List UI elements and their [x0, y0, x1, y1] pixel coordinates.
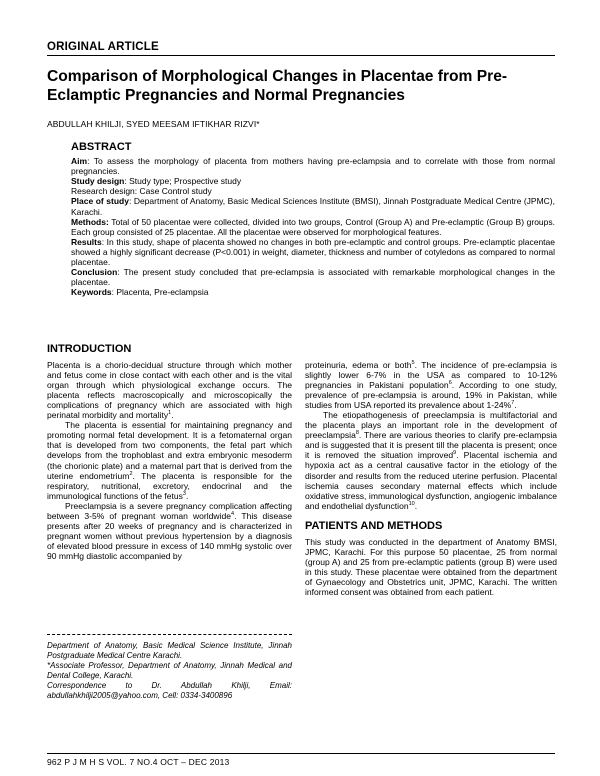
- results-text: : In this study, shape of placenta showed no changes in both pre-eclamptic and control groups. Pre-eclamptic placentae showed a highly significant decrease (P<0.001) in weight, diameter, thickness and number of cotyledons as compared to normal placentae.: [71, 236, 555, 268]
- intro-p3-text: Preeclampsia is a severe pregnancy complication affecting between 3-5% of pregnant woman worldwide: [47, 500, 292, 521]
- article-type-label: ORIGINAL ARTICLE: [47, 41, 159, 53]
- citation-ref: 8: [355, 430, 359, 437]
- introduction-heading: INTRODUCTION: [47, 343, 132, 355]
- citation-ref: 3: [182, 490, 186, 497]
- abstract-study-design: [71, 176, 555, 186]
- abstract-conclusion: [71, 267, 555, 287]
- aim-text: : To assess the morphology of placenta from mothers having pre-eclampsia and to correlate with those from normal pregnancies.: [71, 156, 555, 177]
- citation-ref: 1: [168, 410, 172, 417]
- author-list: ABDULLAH KHILJI, SYED MEESAM IFTIKHAR RIZVI*: [47, 119, 260, 129]
- abstract-aim: [71, 156, 555, 176]
- right-p1-text: proteinuria, edema or both: [305, 360, 412, 370]
- keywords-label: Keywords: [71, 287, 112, 298]
- right-p2-end: .: [414, 500, 418, 511]
- results-label: Results: [71, 236, 102, 247]
- right-paragraph-1: [305, 360, 557, 410]
- intro-p2-mid: . The placenta is responsible for the respiratory, nutritional, excretory, endocrinal and the immunological functions of the fetus: [47, 470, 293, 501]
- right-column: [305, 360, 557, 597]
- header-rule: [47, 55, 555, 56]
- place-label: Place of study: [71, 196, 129, 207]
- right-paragraph-2: [305, 410, 557, 510]
- study-design-label: Study design: [71, 176, 125, 187]
- abstract-results: [71, 237, 555, 267]
- abstract-keywords: [71, 287, 555, 297]
- right-p1-mid: . The incidence of pre-eclampsia is slightly lower 6-7% in the USA as compared to 10-12% pregnancies in Pakistani population: [305, 360, 557, 391]
- right-p1-end: .: [514, 400, 517, 411]
- abstract-place: [71, 196, 555, 216]
- intro-p3-end: . This disease presents after 20 weeks of pregnancy and is characterized in pregnant women without previous hypertension by a diagnosis of elevated blood pressure in excess of 140 mmHg systolic over 90 mmHg diastolic accompanied by: [47, 510, 293, 561]
- intro-p1-text: Placenta is a chorio-decidual structure through which mother and fetus come in close contact with each other and is the vital organ through which physiological exchange occurs. The placenta reflects macroscopically and microscopically the complications of pregnancy which are associated with high perinatal morbidity and mortality: [47, 360, 292, 421]
- intro-paragraph-1: [47, 360, 292, 420]
- intro-p1-end: .: [171, 410, 174, 421]
- citation-ref: 7: [511, 400, 515, 407]
- citation-ref: 6: [448, 380, 452, 387]
- article-title: Comparison of Morphological Changes in Placentae from Pre-Eclamptic Pregnancies and Normal Pregnancies: [47, 68, 508, 104]
- affiliation-2: *Associate Professor, Department of Anatomy, Jinnah Medical and Dental College, Karachi.: [47, 661, 292, 680]
- methods-text: Total of 50 placentae were collected, divided into two groups, Control (Group A) and Pre-eclamptic (Group B) groups. Each group consisted of 25 placentae. All the placentae were observed for morphological features.: [71, 216, 555, 237]
- right-p2-text: The etiopathogenesis of preeclampsia is multifactorial and the placenta plays an important role in the development of preeclampsia: [305, 410, 557, 441]
- citation-ref: 2: [129, 470, 133, 477]
- abstract-heading: ABSTRACT: [71, 141, 132, 153]
- keywords-text: : Placenta, Pre-eclampsia: [111, 287, 209, 298]
- abstract-methods: [71, 217, 555, 237]
- citation-ref: 5: [411, 360, 415, 367]
- patients-methods-heading: PATIENTS AND METHODS: [305, 519, 443, 532]
- intro-paragraph-3: [47, 501, 292, 561]
- intro-p2-text: The placenta is essential for maintaining pregnancy and promoting normal fetal development. It is a fetomaternal organ that is developed from two components, the fetal part which develops from the trophoblast and extra embryonic mesoderm (the chorionic plate) and a maternal part that is derived from the uterine endometrium: [47, 420, 292, 481]
- abstract-research-design: Research design: Case Control study: [71, 186, 212, 197]
- right-p2-mid2: . Placental ischemia and hypoxia act as a central causative factor in the etiology of the disorder and results from the reduced uterine perfusion. Placental ischemia causes secondary maternal effects which include oxidative stress, immunological dysfunction, angiogenic imbalance and endothelial dysfunction: [305, 450, 557, 511]
- affiliations-footnote: [47, 634, 292, 701]
- affiliation-1: Department of Anatomy, Basic Medical Science Institute, Jinnah Postgraduate Medical Centre Karachi.: [47, 641, 292, 660]
- methods-label: Methods:: [71, 216, 109, 227]
- citation-ref: 10: [408, 500, 415, 507]
- abstract-section: [71, 142, 555, 297]
- right-p1-mid2: . According to one study, prevalence of pre-eclampsia is around, 19% in Pakistan, while studies from USA reported its prevalence about 1-24%: [305, 380, 557, 411]
- citation-ref: 4: [231, 510, 235, 517]
- patients-methods-paragraph: This study was conducted in the department of Anatomy BMSI, JPMC, Karachi. For this purpose 50 placentae, 25 from normal (group A) and 25 from pre-eclamptic patients (group B) were used in this study. These placentae were obtained from the department of Gynaecology and Obstetrics unit, JPMC, Karachi. The written informed consent was obtained from each patient.: [305, 536, 557, 597]
- introduction-column: [47, 344, 292, 561]
- aim-label: Aim: [71, 156, 88, 167]
- correspondence: Correspondence to Dr. Abdullah Khilji, Email: abdullahkhilji2005@yahoo.com, Cell: 0334-3400896: [47, 681, 292, 700]
- footer-rule: [47, 753, 555, 754]
- right-p2-mid: . There are various theories to clarify pre-eclampsia and is suggested that it is present till the placenta is present; once it is removed the situation improved: [305, 430, 557, 461]
- citation-ref: 9: [453, 450, 457, 457]
- intro-p2-end: .: [185, 490, 189, 501]
- page-footer: 962 P J M H S VOL. 7 NO.4 OCT – DEC 2013: [47, 757, 230, 767]
- study-design-text: : Study type; Prospective study: [124, 176, 242, 187]
- intro-paragraph-2: [47, 420, 292, 500]
- conclusion-label: Conclusion: [71, 267, 118, 278]
- place-text: : Department of Anatomy, Basic Medical Sciences Institute (BMSI), Jinnah Postgraduate Medical Centre (JPMC), Karachi.: [71, 196, 555, 217]
- conclusion-text: : The present study concluded that pre-eclampsia is associated with remarkable morphological changes in the placentae.: [71, 267, 555, 288]
